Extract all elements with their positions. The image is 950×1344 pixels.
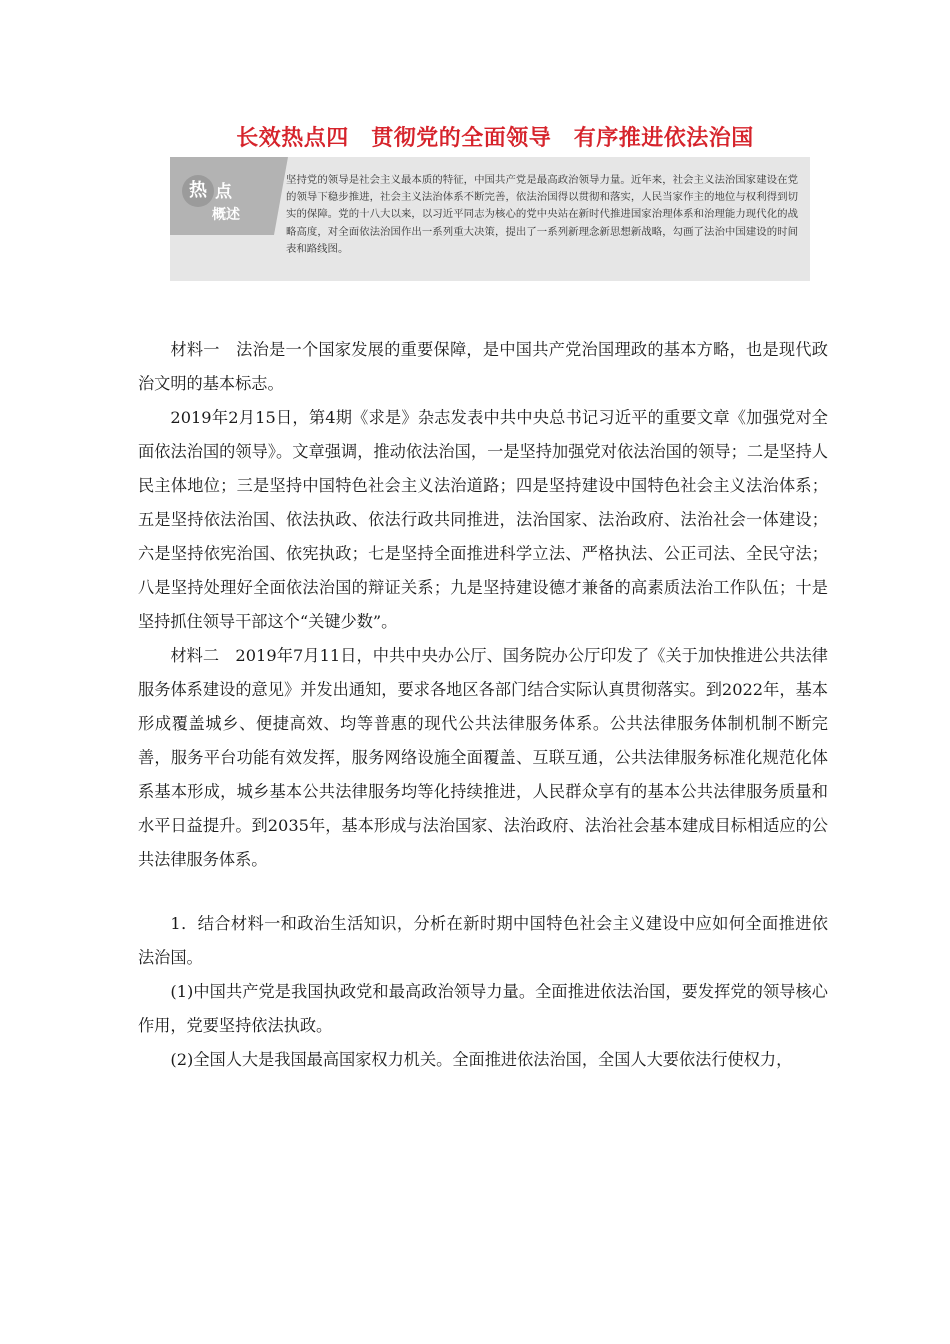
page-title: 长效热点四 贯彻党的全面领导 有序推进依法治国 <box>236 126 754 151</box>
answer-point-2: (2)全国人大是我国最高国家权力机关。全面推进依法治国，全国人大要依法行使权力， <box>170 1050 793 1069</box>
hot-badge-text: 点 <box>215 182 232 202</box>
material-one-paragraph: 材料一 法治是一个国家发展的重要保障，是中国共产党治国理政的基本方略，也是现代政治文明的基本标志。 <box>138 340 828 393</box>
material-one-detail-paragraph: 2019年2月15日，第4期《求是》杂志发表中共中央总书记习近平的重要文章《加强党对全面依法治国的领导》。文章强调，推动依法治国，一是坚持加强党对依法治国的领导；二是坚持人民主体地位；三是坚持中国特色社会主义法治道路；四是坚持建设中国特色社会主义法治体系；五是坚持依法治国、依法执政、依法行政共同推进，法治国家、法治政府、法治社会一体建设；六是坚持依宪治国、依宪执政；七是坚持全面推进科学立法、严格执法、公正司法、全民守法；八是坚持处理好全面依法治国的辩证关系；九是坚持建设德才兼备的高素质法治工作队伍；十是坚持抓住领导干部这个“关键少数”。 <box>138 408 828 631</box>
material-two-paragraph: 材料二 2019年7月11日，中共中央办公厅、国务院办公厅印发了《关于加快推进公共法律服务体系建设的意见》并发出通知，要求各地区各部门结合实际认真贯彻落实。到2022年，基本形成覆盖城乡、便捷高效、均等普惠的现代公共法律服务体系。公共法律服务体制机制不断完善，服务平台功能有效发挥，服务网络设施全面覆盖、互联互通，公共法律服务标准化规范化体系基本形成，城乡基本公共法律服务均等化持续推进，人民群众享有的基本公共法律服务质量和水平日益提升。到2035年，基本形成与法治国家、法治政府、法治社会基本建成目标相适应的公共法律服务体系。 <box>138 646 828 869</box>
question-one: 1．结合材料一和政治生活知识，分析在新时期中国特色社会主义建设中应如何全面推进依法治国。 <box>138 914 828 967</box>
hot-badge: 热 <box>182 175 214 207</box>
overview-label: 概述 <box>212 207 240 223</box>
overview-text: 坚持党的领导是社会主义最本质的特征，中国共产党是最高政治领导力量。近年来，社会主义法治国家建设在党的领导下稳步推进，社会主义法治体系不断完善，依法治国得以贯彻和落实，人民当家作主的地位与权利得到切实的保障。党的十八大以来，以习近平同志为核心的党中央站在新时代推进国家治理体系和治理能力现代化的战略高度，对全面依法治国作出一系列重大决策，提出了一系列新理念新思想新战略，勾画了法治中国建设的时间表和路线图。 <box>286 174 798 255</box>
overview-label-tab <box>170 157 288 281</box>
overview-box <box>170 157 810 281</box>
answer-point-1: (1)中国共产党是我国执政党和最高政治领导力量。全面推进依法治国，要发挥党的领导核心作用，党要坚持依法执政。 <box>138 982 828 1035</box>
article-body <box>138 333 828 1077</box>
